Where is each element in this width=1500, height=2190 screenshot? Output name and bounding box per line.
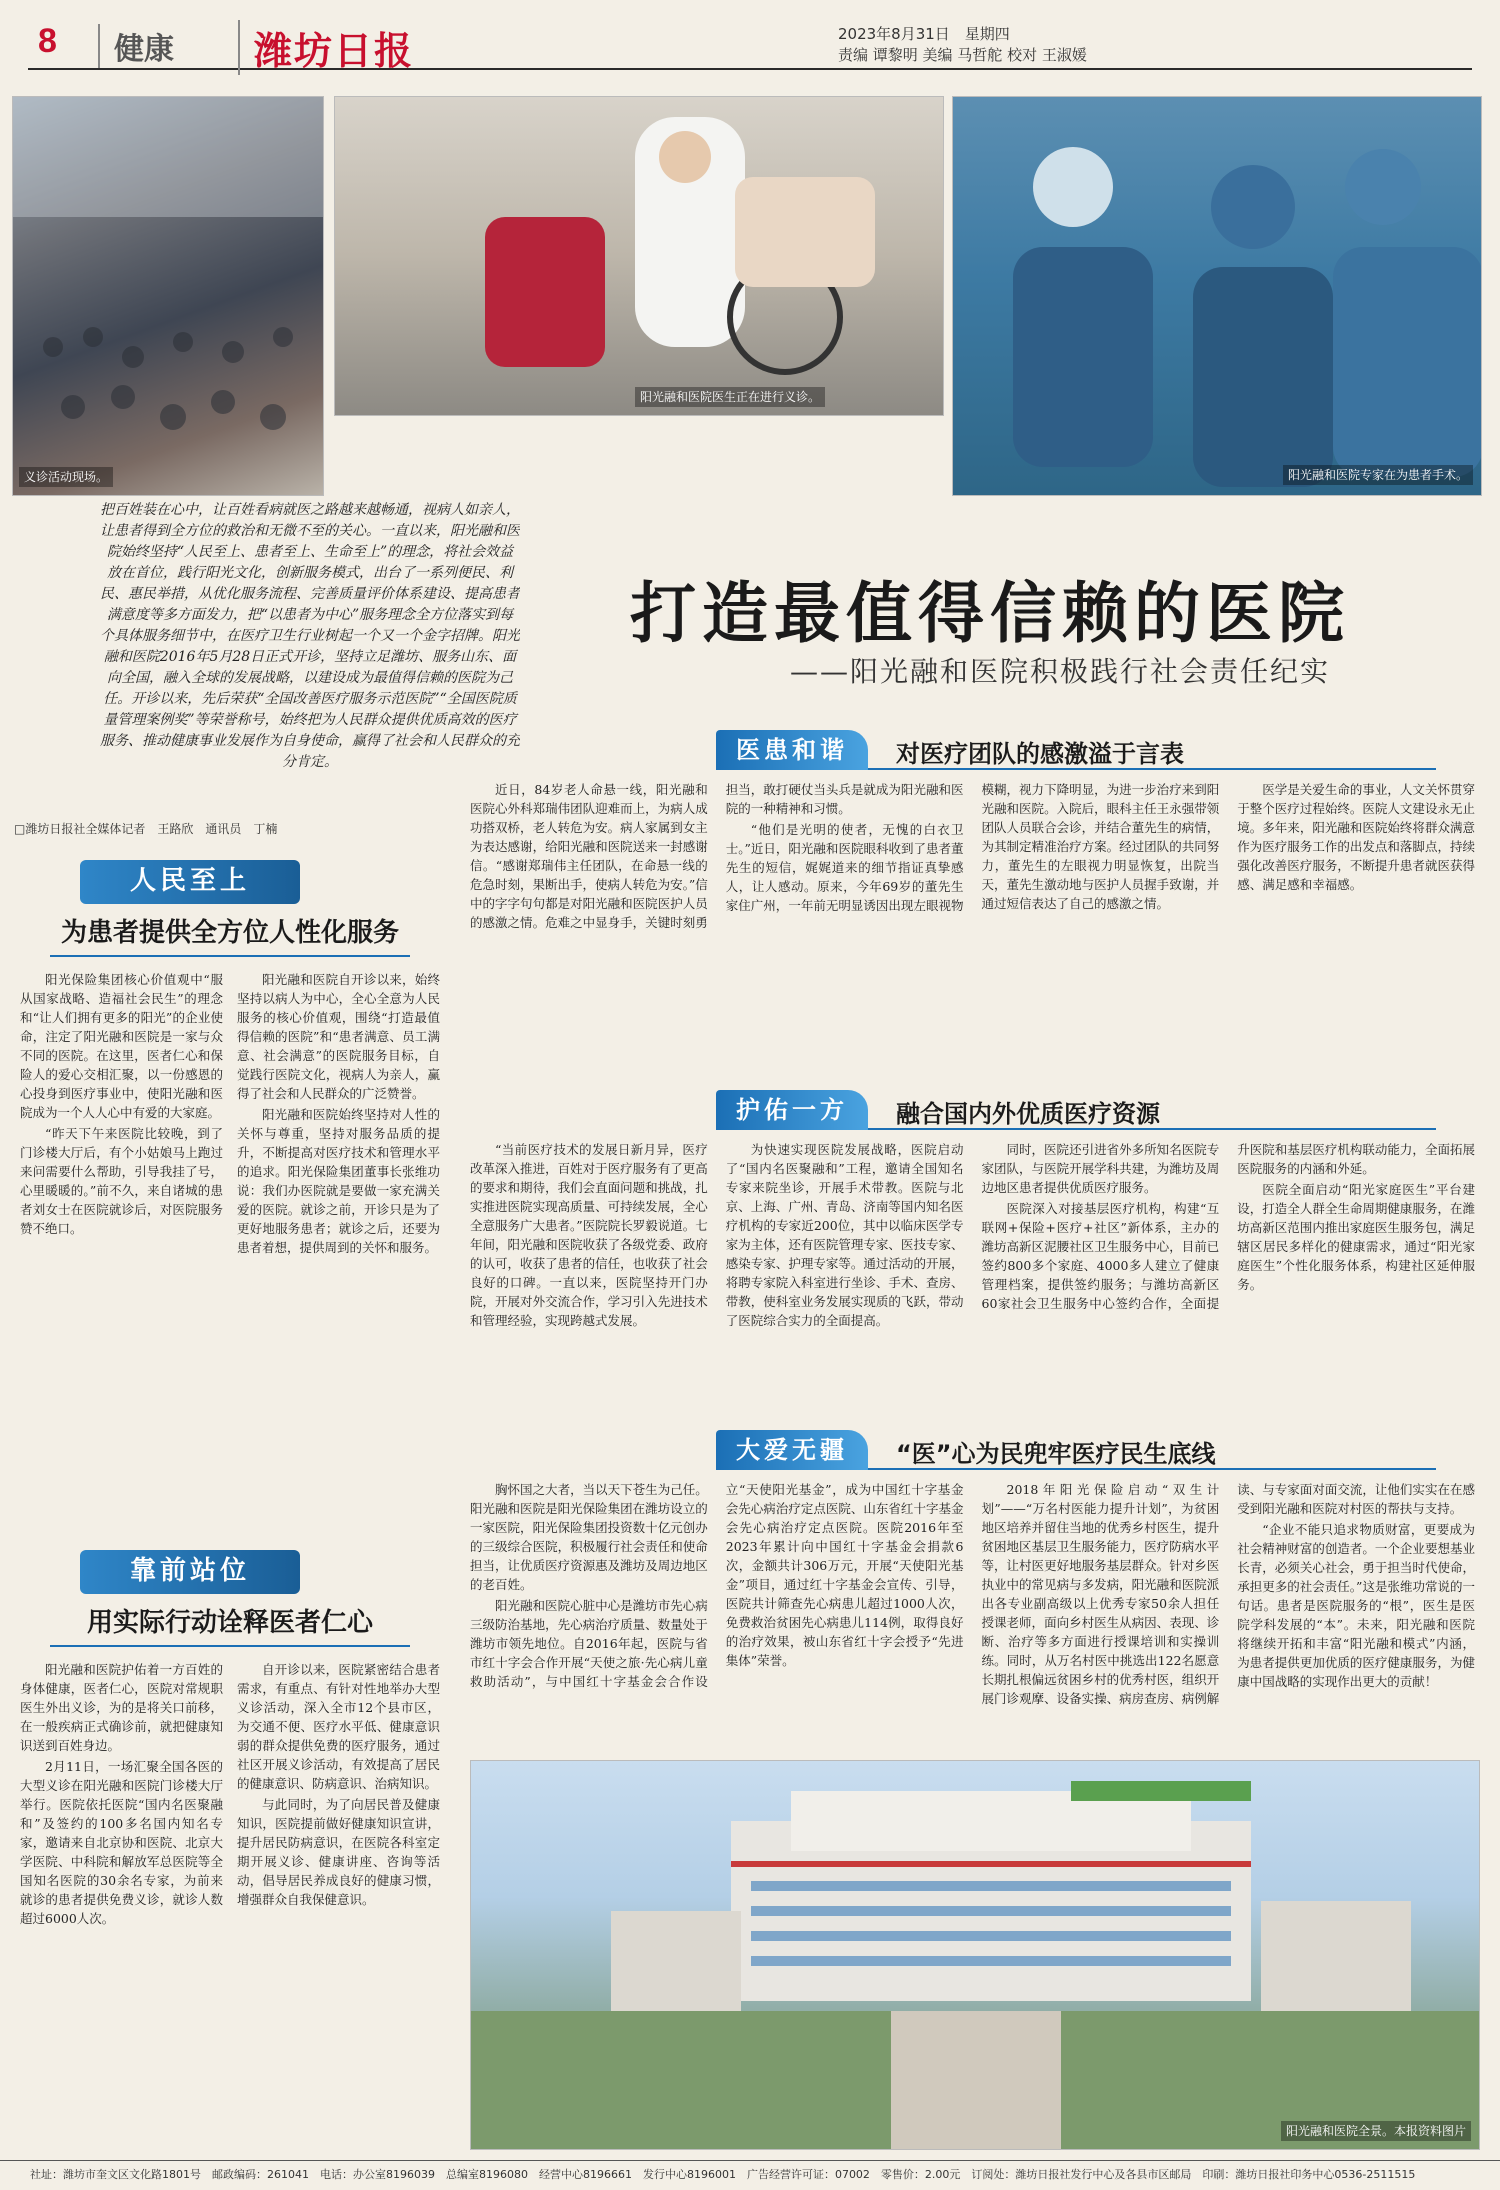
section-ribbon-guard bbox=[716, 1090, 1436, 1130]
paragraph: 2月11日，一场汇聚全国各医的大型义诊在阳光融和医院门诊楼大厅举行。医院依托医院“国内名医聚融和”及签约的100多名国内知名专家，邀请来自北京协和医院、北京大学医院、中科院和解放军总医院等全国知名医院的30余名专家，为前来就诊的患者提供免费义诊，就诊人数超过6000人次。 bbox=[20, 1759, 223, 1926]
paragraph: “当前医疗技术的发展日新月异，医疗改革深入推进，百姓对于医疗服务有了更高的要求和期待，我们会直面问题和挑战，扎实推进医院实现高质量、可持续发展，全心全意服务广大患者。”医院院长罗毅说道。七年间，阳光融和医院收获了各级党委、政府的认可，收获了患者的信任，也收获了社会良好的口碑。一直以来，医院坚持开门办院，开展对外交流合作，学习引入先进技术和管理经验，实现跨越式发展。 bbox=[470, 1142, 708, 1328]
main-headline: 打造最值得信赖的医院 bbox=[630, 574, 1350, 652]
section-head: 为患者提供全方位人性化服务 bbox=[50, 912, 410, 957]
byline: □潍坊日报社全媒体记者 王路欣 通讯员 丁楠 bbox=[14, 822, 278, 836]
paragraph: 同时，医院还引进省外多所知名医院专家团队，与医院开展学科共建，为潍坊及周边地区患者提供优质医疗服务。 bbox=[981, 1142, 1220, 1195]
photo-caption: 义诊活动现场。 bbox=[19, 467, 113, 487]
section-head: 融合国内外优质医疗资源 bbox=[896, 1100, 1160, 1128]
hospital-illustration bbox=[471, 1761, 1480, 2150]
paper-logo: 潍坊日报 bbox=[238, 20, 414, 75]
photo-hospital-aerial bbox=[470, 1760, 1480, 2150]
editor-credits: 责编 谭黎明 美编 马哲舵 校对 王淑媛 bbox=[838, 46, 1087, 64]
paragraph: 近日，84岁老人命悬一线，阳光融和医院心外科郑瑞伟团队迎难而上，为病人成功搭双桥，老人转危为安。病人家属到女主为表达感谢，给阳光融和医院送来一封感谢信。“感谢郑瑞伟主任团队，在命悬一线的危急时刻，果断出手，使病人转危为安。”信中的字字句句都是对阳光融和医院医护人员的感激之情。危难之中显身手，关键时刻勇担当，敢打硬仗当头兵是就成为阳光融和医院的一种精神和习惯。 bbox=[470, 782, 964, 930]
sub-headline: ——阳光融和医院积极践行社会责任纪实 bbox=[789, 655, 1330, 688]
article-column bbox=[470, 1480, 1475, 1748]
paragraph: 与此同时，为了向居民普及健康知识，医院提前做好健康知识宣讲，提升居民防病意识，在医院各科室定期开展义诊、健康讲座、咨询等活动，倡导居民养成良好的健康习惯，增强群众自我保健意识。 bbox=[237, 1797, 440, 1907]
section-ribbon-harmony bbox=[716, 730, 1436, 770]
paragraph: 为快速实现医院发展战略，医院启动了“国内名医聚融和”工程，邀请全国知名专家来院坐诊，开展手术带教。医院与北京、上海、广州、青岛、济南等国内知名医疗机构的专家近200位，其中以临床医学专家为主体，还有医院管理专家、医技专家、感染专家、护理专家等。通过活动的开展，将聘专家院入科室进行坐诊、手术、查房、带教，使科室业务发展实现质的飞跃，带动了医院综合实力的全面提高。 bbox=[725, 1142, 964, 1328]
photo-surgery bbox=[952, 96, 1482, 496]
clinic-illustration bbox=[335, 97, 944, 416]
section-ribbon-love bbox=[716, 1430, 1436, 1470]
article-column bbox=[20, 1660, 440, 2150]
paragraph: 阳光融和医院心脏中心是潍坊市先心病三级防治基地，先心病治疗质量、数量处于潍坊市领先地位。自2016年起，医院与省市红十字会合作开展“天使之旅·先心病儿童救助活动”，与中国红十字基金会合作设立“天使阳光基金”，成为中国红十字基金会先心病治疗定点医院、山东省红十字基金会先心病治疗定点医院。医院2016年至2023年累计向中国红十字基金会捐款6次，金额共计306万元，开展“天使阳光基金”项目，通过红十字基金会宣传、引导，医院共计筛查先心病患儿超过1000人次，免费救治贫困先心病患儿114例，取得良好的治疗效果，被山东省红十字会授予“先进集体”荣誉。 bbox=[470, 1482, 964, 1689]
paragraph: 医院深入对接基层医疗机构，构建“互联网+保险+医疗+社区”新体系，主办的潍坊高新区泥腰社区卫生服务中心，目前已签约800多个家庭、4000多人建立了健康管理档案，提供签约服务；与潍坊高新区60家社会卫生服务中心签约合作，全面提升医院和基层医疗机构联动能力，全面拓展医院服务的内涵和外延。 bbox=[981, 1142, 1475, 1311]
article-column bbox=[470, 780, 1475, 1075]
paragraph: 自开诊以来，医院紧密结合患者需求，有重点、有针对性地举办大型义诊活动，深入全市12个县市区，为交通不便、医疗水平低、健康意识弱的群众提供免费的医疗服务，通过社区开展义诊活动，有效提高了居民的健康意识、防病意识、治病知识。 bbox=[237, 1662, 440, 1791]
paragraph: 阳光保险集团核心价值观中“服从国家战略、造福社会民生”的理念和“让人们拥有更多的阳光”的企业使命，注定了阳光融和医院是一家与众不同的医院。在这里，医者仁心和保险人的爱心交相汇聚，以一份感恩的心投身到医疗事业中，使阳光融和医院成为一个人人心中有爱的大家庭。 bbox=[20, 972, 223, 1120]
paragraph: 胸怀国之大者，当以天下苍生为己任。阳光融和医院是阳光保险集团在潍坊设立的一家医院，阳光保险集团投资数十亿元创办的三级综合医院，积极履行社会责任和使命担当，让优质医疗资源惠及潍坊及周边地区的老百姓。 bbox=[470, 1482, 708, 1592]
crowd-illustration bbox=[13, 97, 324, 496]
paragraph: 医学是关爱生命的事业，人文关怀贯穿于整个医疗过程始终。医院人文建设永无止境。多年来，阳光融和医院始终将群众满意作为医疗服务工作的出发点和落脚点，持续强化改善医疗服务，不断提升患者就医获得感、满足感和幸福感。 bbox=[1237, 782, 1475, 892]
left-section-front bbox=[0, 1550, 420, 1650]
section-tag: 靠前站位 bbox=[80, 1550, 300, 1594]
masthead bbox=[28, 18, 1472, 73]
paragraph: 阳光融和医院护佑着一方百姓的身体健康，医者仁心，医院对常规职医生外出义诊，为的是将关口前移，在一般疾病正式确诊前，就把健康知识送到百姓身边。 bbox=[20, 1662, 223, 1753]
paragraph: “昨天下午来医院比较晚，到了门诊楼大厅后，有个小姑娘马上跑过来问需要什么帮助，引导我挂了号，心里暖暖的。”前不久，来自诸城的患者刘女士在医院就诊后，对医院服务赞不绝口。 bbox=[20, 1126, 223, 1236]
photo-caption: 阳光融和医院医生正在进行义诊。 bbox=[635, 387, 825, 407]
section-name: 健康 bbox=[98, 24, 174, 68]
section-head: “医”心为民兜牢医疗民生底线 bbox=[896, 1440, 1216, 1468]
paragraph: “他们是光明的使者，无愧的白衣卫士。”近日，阳光融和医院眼科收到了患者董先生的短信，娓娓道来的细节指证真挚感人，让人感动。原来，今年69岁的董先生家住广州，一年前无明显诱因出现左眼视物模糊，视力下降明显，为进一步治疗来到阳光融和医院。入院后，眼科主任王永强带领团队人员联合会诊，并结合董先生的病情，为其制定精准治疗方案。经过团队的共同努力，董先生的左眼视力明显恢复，出院当天，董先生激动地与医护人员握手致谢，并通过短信表达了自己的感激之情。 bbox=[725, 782, 1220, 913]
paragraph: 2018年阳光保险启动“双生计划”——“万名村医能力提升计划”，为贫困地区培养并留住当地的优秀乡村医生，提升贫困地区基层卫生服务能力，医疗防病水平等，让村医更好地服务基层群众。针对乡医执业中的常见病与多发病，阳光融和医院派出各专业副高级以上优秀专家50余人担任授课老师，面向乡村医生从病因、表现、诊断、治疗等多方面进行授课培训和实操训练。同时，从万名村医中挑选出122名愿意长期扎根偏远贫困乡村的优秀村医，组织开展门诊观摩、设备实操、病房查房、病例解读、与专家面对面交流，让他们实实在在感受到阳光融和医院对村医的帮扶与支持。 bbox=[981, 1482, 1475, 1706]
page-number: 8 bbox=[38, 22, 57, 60]
photo-crowd bbox=[12, 96, 324, 496]
issue-meta bbox=[838, 24, 1087, 66]
left-section-people bbox=[0, 860, 420, 960]
section-tag: 人民至上 bbox=[80, 860, 300, 904]
paragraph: 阳光融和医院始终坚持对人性的关怀与尊重，坚持对服务品质的提升，不断提高对医疗技术和管理水平的追求。阳光保险集团董事长张维功说：我们办医院就是要做一家充满关爱的医院。就诊之前，开诊只是为了更好地服务患者；就诊之后，还要为患者着想，提供周到的关怀和服务。 bbox=[237, 1107, 440, 1255]
article-column bbox=[470, 1140, 1475, 1422]
issue-date: 2023年8月31日 星期四 bbox=[838, 25, 1010, 43]
section-head: 对医疗团队的感激溢于言表 bbox=[896, 740, 1184, 768]
paragraph: 阳光融和医院自开诊以来，始终坚持以病人为中心，全心全意为人民服务的核心价值观，围绕“打造最值得信赖的医院”和“患者满意、员工满意、社会满意”的医院服务目标，自觉践行医院文化，视病人为亲人，赢得了社会和人民群众的广泛赞誉。 bbox=[237, 972, 440, 1101]
photo-wheelchair bbox=[334, 96, 944, 416]
section-tag: 护佑一方 bbox=[716, 1090, 868, 1130]
paragraph: 医院全面启动“阳光家庭医生”平台建设，打造全人群全生命周期健康服务，在潍坊高新区范围内推出家庭医生服务包，满足辖区居民多样化的健康需求，通过“阳光家庭医生”个性化服务体系，构建社区延伸服务。 bbox=[1237, 1182, 1475, 1292]
photo-caption: 阳光融和医院专家在为患者手术。 bbox=[1283, 465, 1473, 485]
section-tag: 大爱无疆 bbox=[716, 1430, 868, 1470]
photo-caption: 阳光融和医院全景。本报资料图片 bbox=[1281, 2121, 1471, 2141]
section-tag: 医患和谐 bbox=[716, 730, 868, 770]
footer: 社址：潍坊市奎文区文化路1801号 邮政编码：261041 电话：办公室8196039 总编室8196080 经营中心8196661 发行中心8196001 广告经营许可证：07002 零售价：2.00元 订阅处：潍坊日报社发行中心及各县市区邮局 印刷：潍坊日报社印务中心0536-2511515 bbox=[0, 2160, 1500, 2190]
article-column bbox=[20, 970, 440, 1540]
lede-paragraph: 把百姓装在心中，让百姓看病就医之路越来越畅通，视病人如亲人，让患者得到全方位的救治和无微不至的关心。一直以来，阳光融和医院始终坚持“人民至上、患者至上、生命至上”的理念，将社会效益放在首位，践行阳光文化，创新服务模式，出台了一系列便民、利民、惠民举措，从优化服务流程、完善质量评价体系建设、提高患者满意度等多方面发力，把“以患者为中心”服务理念全方位落实到每个具体服务细节中，在医疗卫生行业树起一个又一个金字招牌。阳光融和医院2016年5月28日正式开诊，坚持立足潍坊、服务山东、面向全国，融入全球的发展战略，以建设成为最值得信赖的医院为己任。开诊以来，先后荣获“全国改善医疗服务示范医院”“全国医院质量管理案例奖”等荣誉称号，始终把为人民群众提供优质高效的医疗服务、推动健康事业发展作为自身使命，赢得了社会和人民群众的充分肯定。 bbox=[100, 502, 520, 770]
paragraph: “企业不能只追求物质财富，更要成为社会精神财富的创造者。一个企业要想基业长青，必须关心社会，勇于担当时代使命，承担更多的社会责任。”这是张维功常说的一句话。患者是医院服务的“根”，医生是医院学科发展的“本”。未来，阳光融和医院将继续开拓和丰富“阳光融和模式”内涵，为患者提供更加优质的医疗健康服务，为健康中国战略的实现作出更大的贡献！ bbox=[1237, 1522, 1475, 1689]
surgery-illustration bbox=[953, 97, 1482, 496]
section-head: 用实际行动诠释医者仁心 bbox=[50, 1602, 410, 1647]
